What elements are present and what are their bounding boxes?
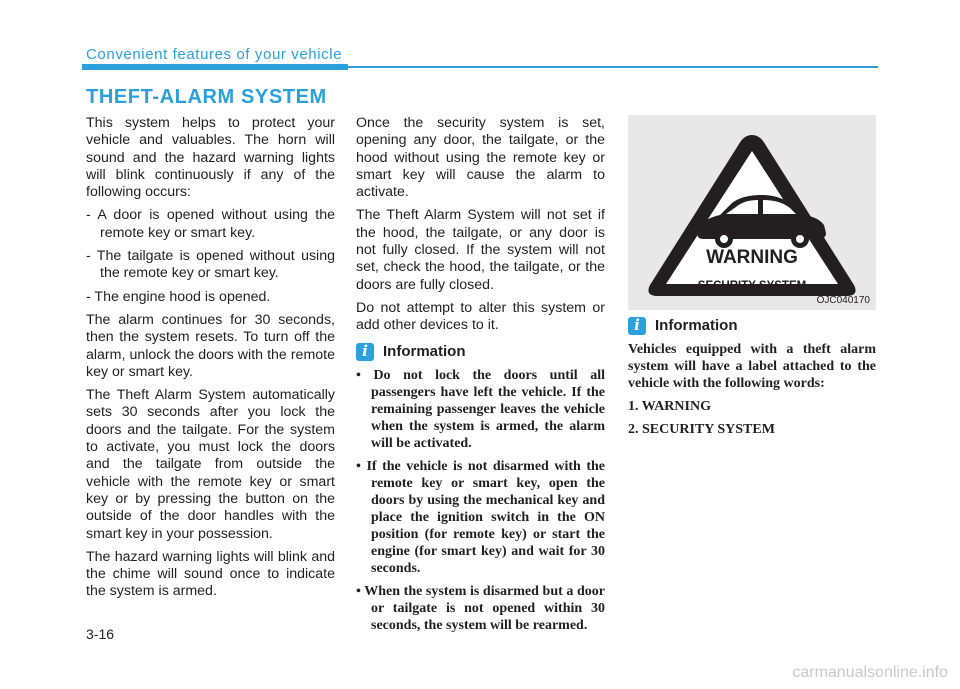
column-1 (86, 115, 335, 607)
information-text: Vehicles equipped with a theft alarm system will have a label attached to the vehicle with the following words: (628, 342, 876, 391)
information-bullets (356, 367, 605, 634)
column-3 (628, 310, 876, 444)
warning-triangle-illustration (628, 115, 876, 310)
figure-code: OJC040170 (816, 295, 870, 306)
page-number: 3-16 (86, 626, 115, 642)
security-system-text: SECURITY SYSTEM (697, 280, 807, 292)
bullet-item: • When the system is disarmed but a door or tailgate is not opened within 30 seconds, the system will be rearmed. (356, 583, 605, 634)
condition-item: - The tailgate is opened without using the remote key or smart key. (86, 248, 335, 283)
intro-paragraph: This system helps to protect your vehicle and valuables. The horn will sound and the hazard warning lights will blink continuously if any of the following occurs: (86, 115, 335, 201)
info-icon: i (356, 343, 374, 361)
paragraph: The alarm continues for 30 seconds, then the system resets. To turn off the alarm, unlock the doors with the remote key or smart key. (86, 311, 335, 380)
chapter-header: Convenient features of your vehicle (86, 46, 343, 63)
paragraph: The Theft Alarm System automatically sets 30 seconds after you lock the doors and the tailgate. For the system to activate, you must lock the doors and the tailgate from outside the vehicle with the remote key or smart key or by pressing the button on the outside of the door handles with the smart key in your possession. (86, 387, 335, 542)
information-title: Information (383, 342, 466, 360)
information-heading (356, 343, 605, 361)
paragraph: Once the security system is set, opening any door, the tailgate, or the hood without using the remote key or smart key will cause the alarm to activate. (356, 115, 605, 201)
column-2 (356, 115, 605, 640)
header-line (348, 66, 878, 68)
condition-item: - The engine hood is opened. (86, 289, 335, 306)
paragraph: Do not attempt to alter this system or add other devices to it. (356, 299, 605, 334)
section-title: THEFT-ALARM SYSTEM (86, 86, 327, 108)
header-bar (82, 64, 348, 70)
warning-label-figure (628, 115, 876, 310)
watermark: carmanualsonline.info (792, 664, 948, 681)
condition-list (86, 207, 335, 305)
information-title: Information (655, 317, 738, 335)
paragraph: The hazard warning lights will blink and the chime will sound once to indicate the system is armed. (86, 548, 335, 600)
bullet-item: • Do not lock the doors until all passengers have left the vehicle. If the remaining passenger leaves the vehicle when the system is armed, the alarm will be activated. (356, 367, 605, 452)
info-icon: i (628, 317, 646, 335)
label-word-item: 2. SECURITY SYSTEM (628, 422, 775, 437)
condition-item: - A door is opened without using the remote key or smart key. (86, 207, 335, 242)
warning-text: WARNING (706, 247, 798, 268)
label-word-item: 1. WARNING (628, 399, 711, 414)
information-heading (628, 317, 876, 335)
paragraph: The Theft Alarm System will not set if the hood, the tailgate, or any door is not fully closed. If the system will not set, check the hood, the tailgate, or the doors are fully closed. (356, 207, 605, 293)
bullet-item: • If the vehicle is not disarmed with the remote key or smart key, open the doors by using the mechanical key and place the ignition switch in the ON position (for remote key) or start the engine (for smart key) and wait for 30 seconds. (356, 458, 605, 577)
